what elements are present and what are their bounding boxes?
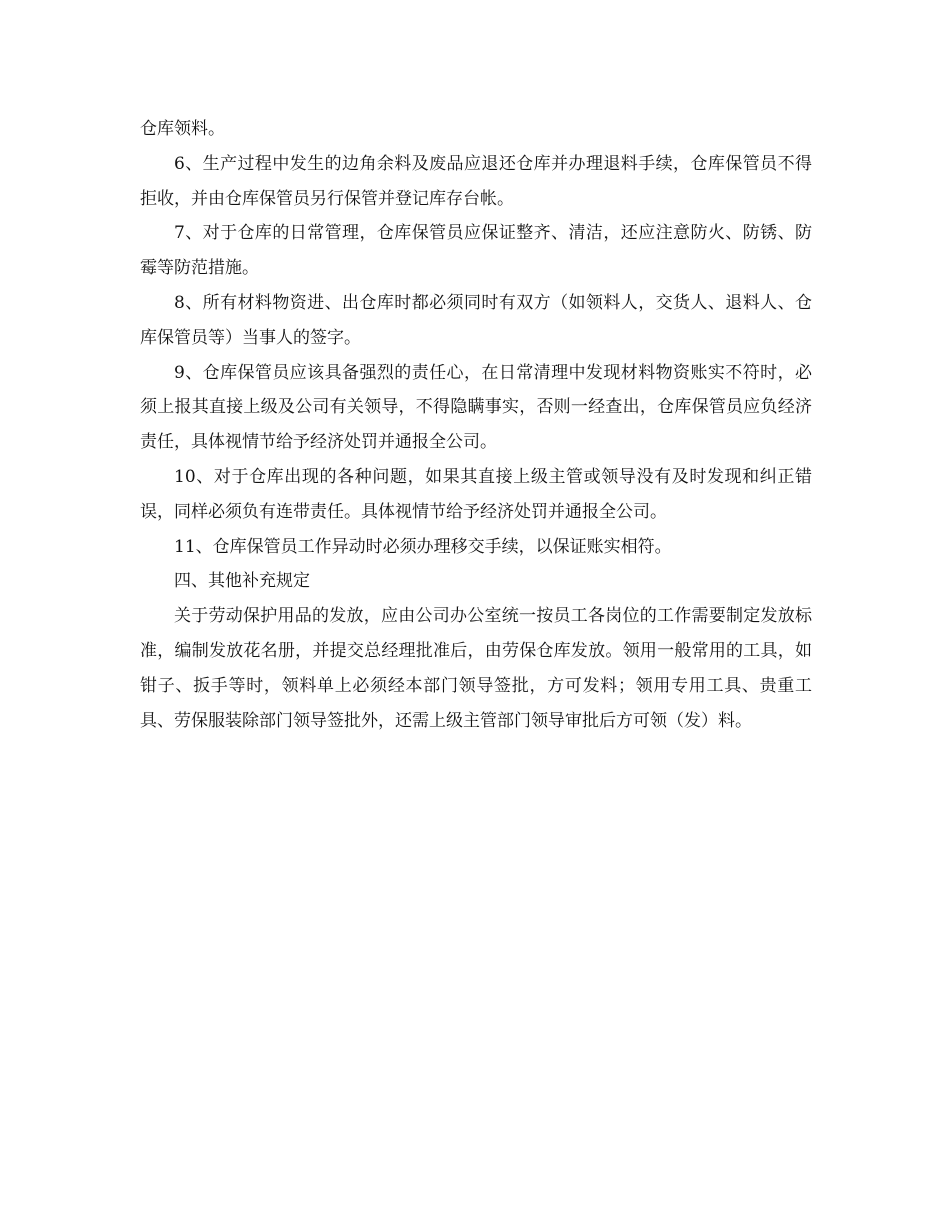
paragraph-item-10: 10、对于仓库出现的各种问题，如果其直接上级主管或领导没有及时发现和纠正错误，同样必须负有连带责任。具体视情节给予经济处罚并通报全公司。 <box>140 466 812 522</box>
section-heading-supplementary: 四、其他补充规定 <box>174 571 310 592</box>
document-body <box>140 112 812 738</box>
paragraph-supplementary-rules: 关于劳动保护用品的发放，应由公司办公室统一按员工各岗位的工作需要制定发放标准，编制发放花名册，并提交总经理批准后，由劳保仓库发放。领用一般常用的工具，如钳子、扳手等时，领料单上必须经本部门领导签批，方可发料；领用专用工具、贵重工具、劳保服装除部门领导签批外，还需上级主管部门领导审批后方可领（发）料。 <box>140 606 812 731</box>
paragraph-item-7: 7、对于仓库的日常管理，仓库保管员应保证整齐、清洁，还应注意防火、防锈、防霉等防范措施。 <box>140 223 812 279</box>
paragraph-item-8: 8、所有材料物资进、出仓库时都必须同时有双方（如领料人，交货人、退料人、仓库保管员等）当事人的签字。 <box>140 292 812 348</box>
paragraph-continuation: 仓库领料。 <box>140 119 225 139</box>
paragraph-item-11: 11、仓库保管员工作异动时必须办理移交手续，以保证账实相符。 <box>174 536 672 557</box>
paragraph-item-6: 6、生产过程中发生的边角余料及废品应退还仓库并办理退料手续，仓库保管员不得拒收，并由仓库保管员另行保管并登记库存台帐。 <box>140 153 812 209</box>
paragraph-item-9: 9、仓库保管员应该具备强烈的责任心，在日常清理中发现材料物资账实不符时，必须上报其直接上级及公司有关领导，不得隐瞒事实，否则一经查出，仓库保管员应负经济责任，具体视情节给予经济处罚并通报全公司。 <box>140 362 812 453</box>
